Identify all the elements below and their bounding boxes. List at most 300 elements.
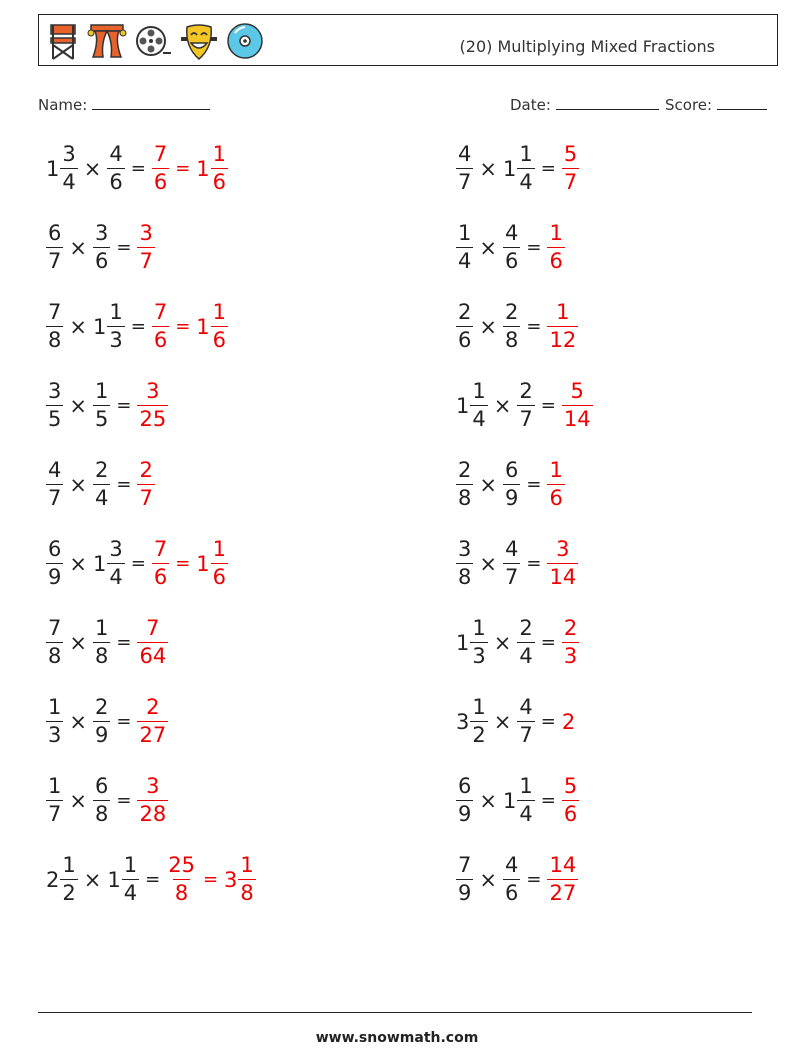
factor-a — [456, 855, 473, 904]
factor-a-numerator: 1 — [472, 695, 486, 719]
times-sign: × — [69, 472, 87, 497]
times-sign: × — [493, 709, 512, 734]
equals-sign: = — [540, 790, 556, 811]
factor-a-fraction — [46, 539, 63, 588]
answer-fraction-denominator: 64 — [139, 644, 167, 668]
answer-fraction-denominator: 6 — [549, 486, 563, 510]
answer-fraction-fraction — [562, 381, 593, 430]
answer-fraction-denominator: 25 — [139, 407, 167, 431]
answer — [562, 381, 593, 430]
answer-fraction-numerator: 3 — [146, 774, 160, 798]
answer-fraction-denominator: 7 — [563, 170, 578, 194]
score-label: Score: — [665, 96, 713, 114]
factor-b-numerator: 1 — [109, 300, 123, 324]
times-sign: × — [69, 235, 87, 260]
times-sign: × — [69, 393, 87, 418]
factor-a-numerator: 2 — [458, 458, 472, 482]
factor-a-fraction — [456, 144, 473, 193]
factor-b-fraction — [503, 302, 520, 351]
factor-b-numerator: 6 — [94, 774, 109, 798]
answer — [137, 697, 168, 746]
factor-b — [503, 776, 535, 825]
factor-b-whole: 1 — [107, 867, 121, 892]
factor-b — [93, 223, 110, 272]
answer-fraction-denominator: 7 — [139, 486, 153, 510]
factor-b-numerator: 4 — [504, 537, 519, 561]
answer-fraction-numerator: 2 — [563, 616, 578, 640]
problem-5 — [46, 302, 228, 351]
factor-a-fraction — [456, 855, 473, 904]
times-sign: × — [479, 156, 497, 181]
factor-a-fraction — [60, 855, 77, 904]
factor-a — [456, 460, 473, 509]
factor-b-denominator: 6 — [504, 249, 519, 273]
factor-a-fraction — [46, 381, 63, 430]
factor-b-fraction — [107, 144, 124, 193]
factor-a — [46, 302, 63, 351]
footer-divider — [38, 1012, 752, 1013]
factor-b — [93, 381, 110, 430]
answer-fraction-fraction — [152, 144, 169, 193]
factor-b-fraction — [93, 460, 110, 509]
factor-b-denominator: 7 — [519, 407, 533, 431]
problem-16 — [456, 697, 576, 746]
answer-fraction — [562, 618, 579, 667]
answer-mixed-number-denominator: 6 — [212, 328, 227, 352]
answer — [547, 539, 578, 588]
answer-fraction-fraction — [137, 223, 154, 272]
problem-20 — [456, 855, 578, 904]
factor-b-numerator: 4 — [519, 695, 533, 719]
factor-a — [46, 460, 63, 509]
problem-14 — [456, 618, 579, 667]
factor-a-numerator: 1 — [48, 774, 62, 798]
factor-a-denominator: 7 — [458, 170, 472, 194]
factor-a-fraction — [456, 302, 473, 351]
equals-sign: = — [116, 632, 132, 653]
answer-fraction-numerator: 3 — [556, 537, 570, 561]
answer-mixed-number — [196, 302, 228, 351]
answer-mixed-number-numerator: 1 — [212, 300, 227, 324]
answer-fraction — [137, 223, 154, 272]
problem-10 — [456, 460, 565, 509]
factor-b-numerator: 2 — [519, 379, 533, 403]
factor-a-denominator: 7 — [48, 802, 62, 826]
factor-a — [456, 144, 473, 193]
answer-equals-sign: = — [202, 869, 219, 890]
factor-a-fraction — [456, 223, 473, 272]
factor-a-fraction — [46, 302, 63, 351]
answer-fraction — [137, 618, 168, 667]
answer — [562, 618, 579, 667]
problem-4 — [456, 223, 565, 272]
factor-a-fraction — [470, 381, 487, 430]
answer-fraction — [562, 710, 576, 734]
factor-b-numerator: 1 — [123, 853, 138, 877]
factor-b-fraction — [93, 618, 110, 667]
equals-sign: = — [130, 553, 146, 574]
times-sign: × — [69, 709, 87, 734]
factor-b-denominator: 6 — [109, 170, 123, 194]
answer-fraction-fraction — [137, 618, 168, 667]
problem-17 — [46, 776, 168, 825]
answer-fraction-fraction — [547, 302, 578, 351]
factor-a-whole: 3 — [456, 709, 470, 734]
name-line[interactable] — [92, 94, 210, 110]
factor-a-numerator: 3 — [48, 379, 62, 403]
equals-sign: = — [540, 158, 556, 179]
factor-b-numerator: 2 — [94, 695, 109, 719]
factor-a-denominator: 9 — [458, 802, 472, 826]
answer-fraction-numerator: 14 — [549, 853, 577, 877]
factor-b-fraction — [503, 223, 520, 272]
factor-b — [107, 144, 124, 193]
answer-fraction-fraction — [152, 539, 169, 588]
worksheet-header — [38, 14, 778, 66]
factor-b-denominator: 4 — [519, 802, 533, 826]
answer-fraction — [547, 539, 578, 588]
answer-mixed-number-fraction — [211, 302, 228, 351]
factor-b-denominator: 4 — [519, 644, 533, 668]
factor-a-numerator: 6 — [458, 774, 472, 798]
factor-b-numerator: 2 — [519, 616, 533, 640]
answer — [166, 855, 256, 904]
factor-a — [456, 381, 488, 430]
film-reel-icon — [133, 21, 173, 61]
factor-a — [46, 223, 63, 272]
factor-a-denominator: 3 — [48, 723, 62, 747]
worksheet-title: (20) Multiplying Mixed Fractions — [459, 37, 715, 56]
answer-fraction — [547, 223, 564, 272]
answer — [547, 460, 564, 509]
times-sign: × — [69, 630, 87, 655]
answer — [152, 539, 228, 588]
answer-mixed-number-denominator: 6 — [212, 565, 227, 589]
answer-fraction-denominator: 14 — [563, 407, 591, 431]
factor-a-fraction — [456, 776, 473, 825]
answer-mixed-number-whole: 1 — [196, 314, 210, 339]
problem-3 — [46, 223, 155, 272]
answer-fraction-numerator: 25 — [168, 853, 195, 877]
answer-mixed-number — [224, 855, 256, 904]
factor-a-denominator: 7 — [48, 249, 62, 273]
answer-fraction-fraction — [137, 697, 168, 746]
equals-sign: = — [116, 237, 132, 258]
answer-mixed-number — [196, 539, 228, 588]
answer-fraction-numerator: 3 — [146, 379, 160, 403]
factor-a-numerator: 6 — [48, 221, 62, 245]
factor-b-whole: 1 — [92, 314, 107, 339]
factor-a — [456, 539, 473, 588]
problem-15 — [46, 697, 168, 746]
answer-fraction-denominator: 14 — [549, 565, 577, 589]
factor-a-denominator: 5 — [48, 407, 62, 431]
factor-a-fraction — [470, 618, 487, 667]
factor-a-denominator: 2 — [472, 723, 486, 747]
factor-a-fraction — [46, 460, 63, 509]
factor-b-denominator: 4 — [123, 881, 138, 905]
factor-b-fraction — [517, 144, 534, 193]
answer-fraction-denominator: 27 — [139, 723, 167, 747]
factor-a — [46, 776, 63, 825]
answer-fraction-numerator: 1 — [549, 458, 563, 482]
answer — [137, 776, 168, 825]
factor-a-fraction — [456, 460, 473, 509]
factor-b-numerator: 1 — [519, 774, 533, 798]
times-sign: × — [83, 867, 102, 892]
factor-a-denominator: 6 — [458, 328, 472, 352]
factor-b-fraction — [503, 460, 520, 509]
factor-b-fraction — [93, 223, 110, 272]
date-label: Date: — [510, 96, 551, 114]
answer-equals-sign: = — [175, 316, 191, 337]
times-sign: × — [69, 788, 87, 813]
answer-mixed-number-numerator: 1 — [240, 853, 254, 877]
factor-a — [456, 697, 488, 746]
answer-fraction-denominator: 7 — [139, 249, 153, 273]
factor-b-denominator: 8 — [94, 802, 109, 826]
factor-b-numerator: 1 — [94, 616, 109, 640]
factor-a-whole: 1 — [456, 393, 470, 418]
times-sign: × — [479, 788, 497, 813]
answer-fraction-fraction — [562, 144, 579, 193]
equals-sign: = — [526, 869, 542, 890]
answer-fraction-denominator: 8 — [174, 881, 189, 905]
factor-b — [503, 144, 535, 193]
factor-b-fraction — [503, 855, 520, 904]
factor-a-numerator: 1 — [458, 221, 472, 245]
problem-9 — [46, 460, 155, 509]
problem-19 — [46, 855, 256, 904]
equals-sign: = — [116, 711, 132, 732]
answer — [547, 223, 564, 272]
date-field[interactable] — [510, 94, 659, 114]
times-sign: × — [479, 472, 497, 497]
answer-fraction — [547, 460, 564, 509]
factor-a-denominator: 9 — [48, 565, 62, 589]
answer — [562, 710, 576, 734]
factor-a-fraction — [46, 618, 63, 667]
answer-fraction-denominator: 6 — [153, 565, 168, 589]
factor-b-fraction — [107, 539, 124, 588]
factor-a-denominator: 4 — [458, 249, 472, 273]
factor-a — [46, 381, 63, 430]
answer-fraction-fraction — [152, 302, 169, 351]
problem-13 — [46, 618, 168, 667]
factor-a-fraction — [470, 697, 487, 746]
factor-a-denominator: 8 — [458, 486, 472, 510]
answer-fraction-fraction — [547, 539, 578, 588]
factor-b — [93, 776, 110, 825]
date-line[interactable] — [556, 94, 659, 110]
factor-a-numerator: 3 — [458, 537, 472, 561]
answer-mixed-number-numerator: 1 — [212, 537, 227, 561]
factor-b-denominator: 9 — [504, 486, 519, 510]
answer — [152, 302, 228, 351]
answer-fraction-fraction — [547, 460, 564, 509]
factor-b-denominator: 8 — [94, 644, 109, 668]
factor-a-numerator: 1 — [48, 695, 62, 719]
score-field[interactable] — [665, 94, 767, 114]
factor-b-whole: 1 — [502, 156, 517, 181]
answer-fraction — [152, 539, 169, 588]
factor-b-fraction — [517, 776, 534, 825]
answer — [562, 144, 579, 193]
problem-2 — [456, 144, 579, 193]
director-chair-icon — [45, 21, 81, 61]
factor-a-whole: 1 — [46, 156, 60, 181]
factor-a-denominator: 8 — [48, 328, 62, 352]
factor-a-numerator: 4 — [458, 142, 472, 166]
factor-a — [46, 144, 78, 193]
factor-a-fraction — [456, 539, 473, 588]
factor-b-denominator: 4 — [109, 565, 123, 589]
answer-fraction — [562, 144, 579, 193]
answer — [137, 618, 168, 667]
factor-b-fraction — [517, 381, 534, 430]
answer-fraction — [166, 855, 197, 904]
factor-b-fraction — [122, 855, 139, 904]
answer-fraction-numerator: 1 — [556, 300, 570, 324]
factor-b-numerator: 4 — [504, 853, 519, 877]
equals-sign: = — [526, 237, 542, 258]
header-icons — [45, 19, 265, 63]
factor-b — [503, 223, 520, 272]
answer-fraction-fraction — [137, 460, 154, 509]
factor-a-denominator: 3 — [472, 644, 486, 668]
answer-fraction-numerator: 1 — [549, 221, 563, 245]
answer-mixed-number-denominator: 6 — [212, 170, 227, 194]
factor-b-fraction — [503, 539, 520, 588]
factor-b-denominator: 4 — [94, 486, 109, 510]
factor-a — [456, 223, 473, 272]
factor-b — [93, 460, 110, 509]
factor-b-denominator: 4 — [519, 170, 533, 194]
answer-fraction-fraction — [562, 776, 579, 825]
factor-a-numerator: 2 — [458, 300, 472, 324]
problem-12 — [456, 539, 578, 588]
compact-disc-icon — [225, 21, 265, 61]
answer — [137, 223, 154, 272]
answer-fraction-numerator: 7 — [146, 616, 160, 640]
factor-a-fraction — [46, 776, 63, 825]
answer-fraction-fraction — [547, 223, 564, 272]
factor-b-numerator: 2 — [94, 458, 109, 482]
answer-mixed-number-whole: 3 — [224, 867, 238, 892]
factor-b — [93, 302, 125, 351]
factor-b-numerator: 3 — [109, 537, 123, 561]
factor-a-numerator: 1 — [472, 379, 486, 403]
times-sign: × — [479, 551, 497, 576]
factor-b-numerator: 1 — [519, 142, 533, 166]
answer-mixed-number-fraction — [211, 144, 228, 193]
factor-a-fraction — [46, 697, 63, 746]
answer-fraction-numerator: 7 — [153, 142, 168, 166]
factor-b — [503, 460, 520, 509]
times-sign: × — [479, 867, 497, 892]
answer-fraction — [562, 381, 593, 430]
factor-b — [517, 697, 534, 746]
factor-b-fraction — [93, 776, 110, 825]
factor-b-fraction — [517, 618, 534, 667]
answer-fraction — [152, 144, 169, 193]
factor-a-numerator: 1 — [472, 616, 486, 640]
answer-fraction-fraction — [137, 381, 168, 430]
answer-fraction-denominator: 6 — [153, 328, 168, 352]
answer-fraction-numerator: 3 — [139, 221, 153, 245]
factor-a-fraction — [46, 223, 63, 272]
times-sign: × — [69, 314, 87, 339]
problem-18 — [456, 776, 579, 825]
answer-fraction-numerator: 5 — [570, 379, 584, 403]
equals-sign: = — [526, 474, 542, 495]
answer-fraction-denominator: 28 — [139, 802, 167, 826]
problem-11 — [46, 539, 228, 588]
problem-6 — [456, 302, 578, 351]
stage-curtain-icon — [87, 21, 127, 61]
factor-a-denominator: 8 — [48, 644, 62, 668]
score-line[interactable] — [717, 94, 767, 110]
factor-a-whole: 2 — [46, 867, 60, 892]
answer-fraction — [547, 855, 578, 904]
answer — [547, 302, 578, 351]
factor-a-whole: 1 — [456, 630, 470, 655]
answer-fraction-fraction — [137, 776, 168, 825]
answer-fraction — [137, 697, 168, 746]
factor-b-denominator: 7 — [504, 565, 519, 589]
factor-b-denominator: 7 — [519, 723, 533, 747]
equals-sign: = — [116, 790, 132, 811]
answer-mixed-number — [196, 144, 228, 193]
answer — [562, 776, 579, 825]
factor-b-whole: 1 — [502, 788, 517, 813]
times-sign: × — [69, 551, 87, 576]
answer-mixed-number-whole: 1 — [196, 156, 210, 181]
equals-sign: = — [526, 316, 542, 337]
factor-b-denominator: 6 — [504, 881, 519, 905]
factor-b — [503, 855, 520, 904]
times-sign: × — [83, 156, 102, 181]
answer-fraction-fraction — [562, 618, 579, 667]
problem-8 — [456, 381, 593, 430]
factor-a-denominator: 9 — [458, 881, 472, 905]
answer — [137, 460, 154, 509]
answer-fraction-denominator: 27 — [549, 881, 577, 905]
name-field[interactable] — [38, 94, 210, 114]
factor-a-denominator: 7 — [48, 486, 62, 510]
times-sign: × — [479, 235, 497, 260]
factor-a — [456, 618, 488, 667]
problem-7 — [46, 381, 168, 430]
factor-a-numerator: 7 — [48, 300, 62, 324]
factor-b — [107, 855, 139, 904]
factor-b — [517, 618, 534, 667]
answer-mixed-number-fraction — [238, 855, 255, 904]
factor-a-fraction — [60, 144, 77, 193]
answer — [547, 855, 578, 904]
factor-b — [517, 381, 534, 430]
answer-fraction-numerator: 2 — [139, 458, 153, 482]
answer-equals-sign: = — [175, 158, 191, 179]
factor-a — [46, 618, 63, 667]
equals-sign: = — [540, 632, 556, 653]
factor-b — [503, 539, 520, 588]
factor-a — [46, 539, 63, 588]
comedy-mask-icon — [179, 21, 219, 61]
answer-fraction-numerator: 7 — [153, 537, 168, 561]
factor-b-numerator: 4 — [109, 142, 123, 166]
equals-sign: = — [540, 395, 556, 416]
